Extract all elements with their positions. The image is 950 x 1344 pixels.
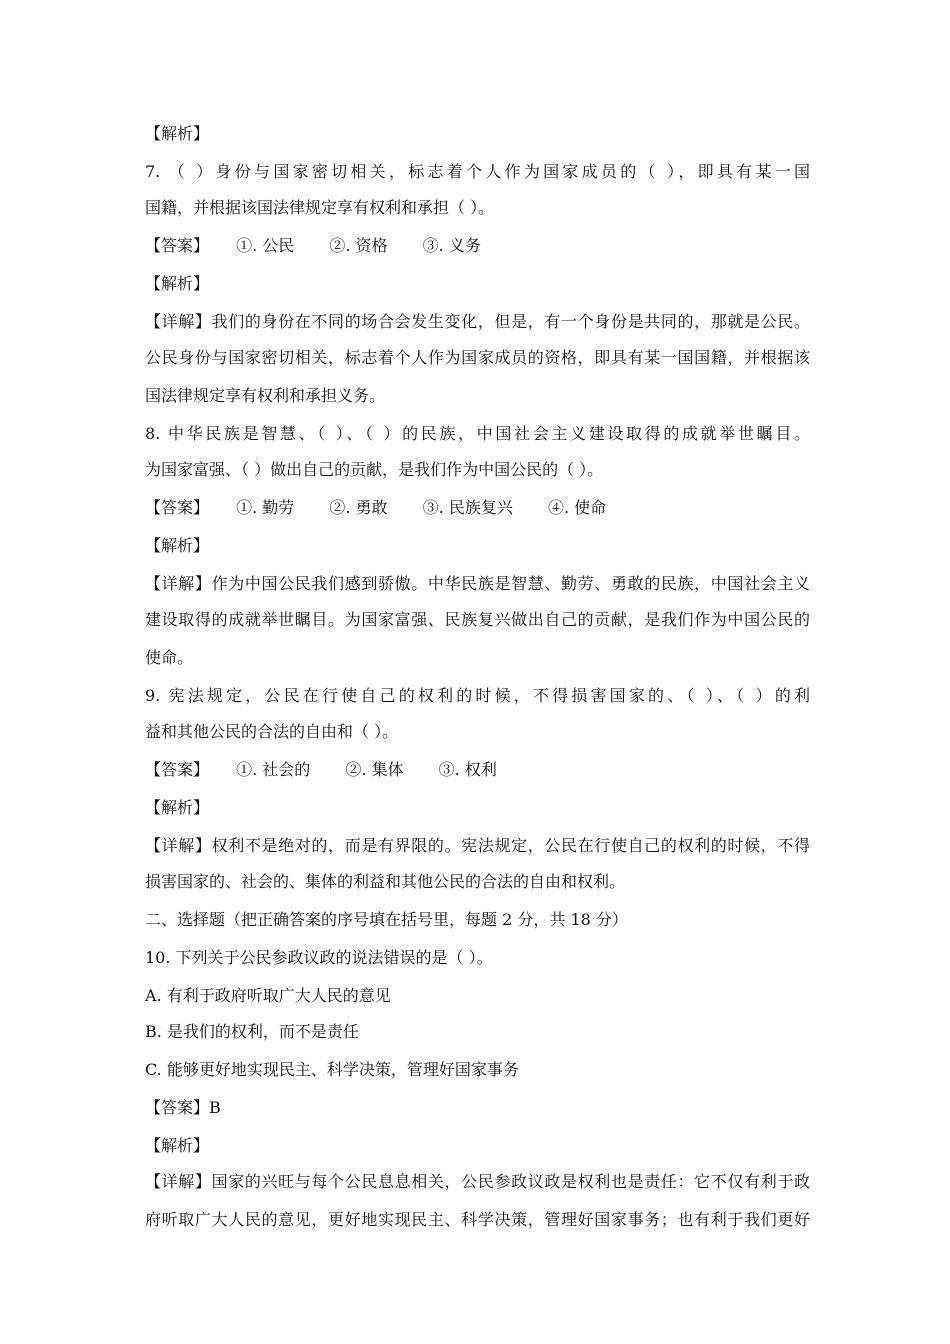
explanation-q10-line-2: 府听取广大人民的意见，更好地实现民主、科学决策，管理好国家事务；也有利于我们更好	[145, 1210, 810, 1229]
explanation-q7-line-3: 国法律规定享有权利和承担义务。	[145, 386, 386, 405]
analysis-label-q6: 【解析】	[145, 124, 210, 143]
answer-option: ③. 民族复兴	[422, 498, 513, 517]
explanation-q9-line-1: 【详解】权利不是绝对的，而是有界限的。宪法规定，公民在行使自己的权利的时候，不得	[145, 836, 810, 855]
analysis-label-q7: 【解析】	[145, 274, 210, 293]
answer-option: ①. 社会的	[236, 760, 311, 779]
question-7-line-2: 国籍，并根据该国法律规定享有权利和承担（ ）。	[145, 198, 495, 217]
explanation-q7-line-2: 公民身份与国家密切相关，标志着个人作为国家成员的资格，即具有某一国国籍，并根据该	[145, 348, 810, 367]
answer-q9	[145, 758, 810, 782]
section-heading-choice: 二、选择题（把正确答案的序号填在括号里，每题 2 分，共 18 分）	[145, 910, 628, 929]
question-8-line-1: 8. 中华民族是智慧、（ ）、（ ）的民族，中国社会主义建设取得的成就举世瞩目。	[145, 424, 810, 443]
question-10-option-b: B. 是我们的权利，而不是责任	[145, 1022, 359, 1041]
answer-options	[236, 234, 481, 258]
question-10-option-c: C. 能够更好地实现民主、科学决策，管理好国家事务	[145, 1060, 519, 1079]
answer-option: ③. 义务	[422, 236, 481, 255]
answer-option: ①. 勤劳	[236, 498, 295, 517]
explanation-q9-line-2: 损害国家的、社会的、集体的利益和其他公民的合法的自由和权利。	[145, 872, 626, 891]
answer-label: 【答案】	[145, 498, 210, 517]
question-9-line-1: 9. 宪法规定，公民在行使自己的权利的时候，不得损害国家的、（ ）、（ ）的利	[145, 686, 810, 705]
answer-option: ②. 勇敢	[329, 498, 388, 517]
answer-q7	[145, 234, 810, 258]
answer-q10	[145, 1096, 810, 1120]
answer-option: ③. 权利	[438, 760, 497, 779]
answer-option: ②. 资格	[329, 236, 388, 255]
analysis-label-q8: 【解析】	[145, 536, 210, 555]
analysis-label-q9: 【解析】	[145, 798, 210, 817]
question-7-line-1: 7. （ ）身份与国家密切相关，标志着个人作为国家成员的（ ），即具有某一国	[145, 162, 810, 181]
answer-label: 【答案】	[145, 236, 210, 255]
question-10-stem: 10. 下列关于公民参政议政的说法错误的是（ ）。	[145, 948, 493, 967]
question-8-line-2: 为国家富强、（ ）做出自己的贡献，是我们作为中国公民的（ ）。	[145, 460, 604, 479]
answer-q8	[145, 496, 810, 520]
answer-label: 【答案】	[145, 760, 210, 779]
answer-options	[236, 496, 606, 520]
explanation-q8-line-3: 使命。	[145, 648, 194, 667]
answer-label: 【答案】	[145, 1098, 210, 1117]
answer-value: B	[209, 1098, 221, 1117]
answer-option: ②. 集体	[345, 760, 404, 779]
explanation-q8-line-2: 建设取得的成就举世瞩目。为国家富强、民族复兴做出自己的贡献，是我们作为中国公民的	[145, 610, 810, 629]
explanation-q10-line-1: 【详解】国家的兴旺与每个公民息息相关，公民参政议政是权利也是责任：它不仅有利于政	[145, 1172, 810, 1191]
analysis-label-q10: 【解析】	[145, 1136, 210, 1155]
question-10-option-a: A. 有利于政府听取广大人民的意见	[145, 986, 391, 1005]
explanation-q8-line-1: 【详解】作为中国公民我们感到骄傲。中华民族是智慧、勤劳、勇敢的民族，中国社会主义	[145, 574, 810, 593]
answer-option: ①. 公民	[236, 236, 295, 255]
question-9-line-2: 益和其他公民的合法的自由和（ ）。	[145, 722, 399, 741]
answer-option: ④. 使命	[547, 498, 607, 517]
explanation-q7-line-1: 【详解】我们的身份在不同的场合会发生变化，但是，有一个身份是共同的，那就是公民。	[145, 312, 810, 331]
answer-options	[236, 758, 497, 782]
